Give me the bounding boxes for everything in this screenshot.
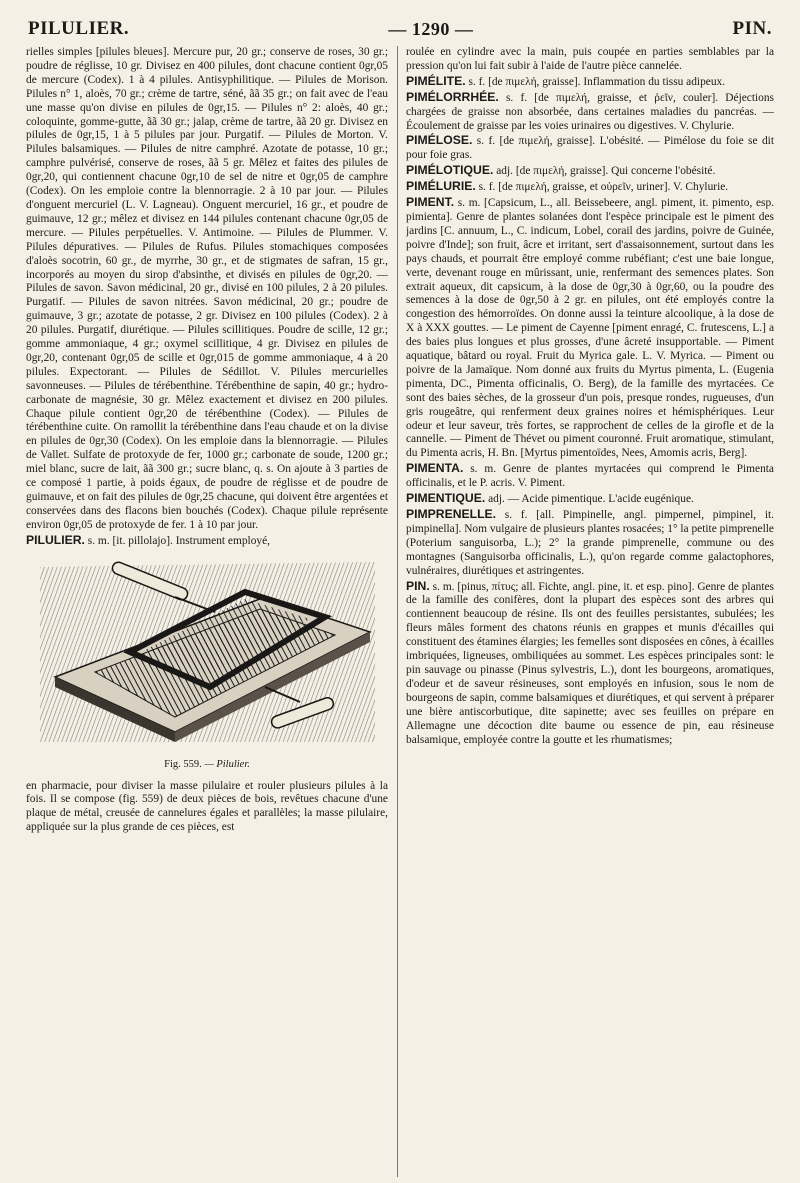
figure-number: Fig. 559. [164,758,202,770]
right-column [406,46,774,1177]
entry-pimelose [406,134,774,163]
entry-text: s. f. [de πιμελή, graisse]. Inflammation du tissu adipeux. [468,75,726,88]
headword: PIMÉLURIE. [406,179,476,194]
pilulier-engraving [35,557,380,747]
page-header [28,14,772,44]
entry-text: s. f. [de πιμελή, graisse]. L'obésité. — Pimélose du foie se dit pour foie gras. [406,135,774,162]
headword: PIMÉLITE. [406,73,466,88]
headword: PIMENTA. [406,461,464,476]
headword: PILULIER. [26,532,85,547]
pilulier-continued-text: roulée en cylindre avec la main, puis coupée en parties semblables par la pression qu'on lui fait subir à l'aide de l'autre pièce cannelée. [406,46,774,72]
figure-title: — Pilulier. [204,758,250,770]
entry-text: s. m. Genre de plantes myrtacées qui comprend le Pimenta officinalis, et le P. acris. V. Piment. [406,463,774,490]
entry-pimelorrhee [406,91,774,134]
entry-pin [406,580,774,748]
entry-text: s. m. [pinus, πίτυς; all. Fichte, angl. pine, it. et esp. pino]. Genre de plantes de la famille des conifères, dont la plupart des espèces sont des arbres qui contiennent beaucoup de résine. Ils ont des feuilles persistantes, subulées; les fleurs mâles forment des chatons réunis en grappes et munis d'écailles qui constituent des étamines élargies; les femelles sont disposées en cônes, à écailles imbriquées, ligneuses, ombiliquées au sommet. Les espèces principales sont: le pin sauvage ou pinasse (Pinus sylvestris, L.), dont les bourgeons, aromatiques, d'odeur et de saveur résineuses, sont employés en infusion, sous le nom de bourgeons de sapin, comme balsamiques et diurétiques, et qui servent à préparer une bière antiscorbutique, dite sapinette; avec ses feuilles on prépare en Allemagne une décoction dite baume ou essence de pin, eau résineuse balsamique, employée contre la goutte et les rhumatismes; [406,580,774,746]
pilulier-illustration [26,557,388,752]
page-number: — 1290 — [388,18,474,39]
entry-text: s. m. [it. pillolajo]. Instrument employé, [87,534,271,547]
pilules-continued-text: rielles simples [pilules bleues]. Mercure pur, 20 gr.; conserve de roses, 30 gr.; poudre de réglisse, 10 gr. Divisez en 400 pilules, dont chacune contient 0gr,05 de mercure (Codex). 1 à 4 pilules. Antisyphilitique. — Pilules de Morison. Pilules n° 1, aloès, 70 gr.; crème de tartre, séné, ãã 35 gr.; on fait avec de l'eau une masse qu'on divise en pilules de 0gr,15. — Pilules n° 2: aloès, 40 gr.; coloquinte, gomme-gutte, ãã 30 gr.; jalap, crème de tartre, ãã 20 gr. Divisez en pilules de 0gr,15, 1 à 5 pilules par jour. Purgatif. — Pilules de Morton. V. Pilules balsamiques. — Pilules de nitre camphré. Azotate de potasse, 10 gr.; camphre pulvérisé, conserve de roses, ãã 5 gr. Mêlez et faites des pilules de 0gr,20, qui contiennent chacune 0gr,10 de sel de nitre et 0gr,05 de camphre (Codex). On les emploie contre la blennorragie. 2 à 10 par jour. — Pilules d'onguent mercuriel (L. V. Lagneau). Onguent mercuriel, 16 gr., et poudre de guimauve, 12 gr.; mêlez et divisez en 144 pilules contenant chacune 0gr,05 de mercure. — Pilules perpétuelles. V. Antimoine. — Pilules de Plummer. V. Pilules dépuratives. — Pilules de Rufus. Pilules stomachiques composées d'aloès socotrin, 60 gr., de myrrhe, 30 gr., et de stigmates de safran, 15 gr., incorporés au moyen du sirop d'absinthe, et divisés en pilules de 0gr,20. — Pilules de savon. Savon médicinal, 20 gr., divisé en 100 pilules, 2 à 20 pilules. Purgatif. — Pilules de savon nitrées. Savon médicinal, 20 gr.; poudre de guimauve, 3 gr.; azotate de potasse, 2 gr. Divisez en 100 pilules (Codex). 2 à 20 pilules. Purgatif, diurétique. — Pilules scillitiques. Poudre de scille, 12 gr.; gomme ammoniaque, 4 gr.; oxymel scillitique, 4 gr. Divisez en pilules de 0gr,20, contenant 0gr,05 de scille et 0gr,015 de gomme ammoniaque, 4 à 20 pilules. Expectorant. — Pilules de Sédillot. V. Pilules mercurielles savonneuses. — Pilules de térébenthine. Térébenthine de sapin, 40 gr.; hydro-carbonate de magnésie, 30 gr. Mêlez exactement et divisez en 200 pilules. Chaque pilule contient 0gr,20 de térébenthine (Codex). — Pilules de térébenthine cuite. On ramollit la térébenthine dans l'eau chaude et on la divise en pilules de 0gr,30 (Codex). On les emploie dans la blennorragie. — Pilules de Vallet. Sulfate de protoxyde de fer, 1000 gr.; carbonate de soude, 1200 gr.; miel blanc, sucre de lait, ãã 300 gr.; sucre blanc, q. s. On ajoute à 3 parties de ce composé 1 partie, à poids égaux, de poudre de réglisse et de poudre de guimauve, et on fait des pilules de 0gr,25 chacune, qui doivent être argentées et conservées dans des flacons bien bouchés (Codex). Chaque pilule représente environ 0gr,05 de protoxyde de fer. 1 à 10 par jour. [26,46,388,531]
entry-text: s. f. [all. Pimpinelle, angl. pimpernel, pimpinel, it. pimpinella]. Nom vulgaire de plusieurs plantes rosacées; 1° la petite pimprenelle (Poterium sanguisorba, L.); 2° la grande pimprenelle, commune ou des montagnes (Sanguisorba officinalis, L.), qu'on regarde comme galactophores, vulnéraires, diurétiques et astringentes. [406,509,774,577]
entry-pimelite [406,75,774,90]
headword: PIMÉLOTIQUE. [406,163,494,178]
entry-piment [406,196,774,461]
entry-pimentique [406,492,774,507]
entry-pimelotique [406,164,774,179]
entry-pimprenelle [406,508,774,579]
left-column [26,46,388,1177]
figure-caption [26,758,388,772]
headword: PIMPRENELLE. [406,507,497,521]
entry-pilulier [26,534,388,549]
entry-text: s. m. [Capsicum, L., all. Beissebeere, angl. piment, it. pimento, esp. pimienta]. Genre de plantes solanées dont l'espèce principale est le piment des jardins [C. annuum, L., C. indicum, Lobel, corail des jardins, poivre de Guinée, poivre d'Inde]; son fruit, âcre et irritant, sert d'assaisonnement, surtout dans les pays chauds, et pourrait être employé comme rubéfiant; c'est une baie longue, verte, devenant rouge en mûrissant, unie, renfermant des semences plates. Son extrait aqueux, dit capsicum, à la dose de 0gr,30 à 0gr,60, ou la poudre des semences à la dose de 0gr,50 à 2 gr. en pilules, ont été employés contre la congestion des hémorroïdes. On donne aussi la teinture alcoolique, à la dose de X à XXX gouttes. — Le piment de Cayenne [piment enragé, C. frutescens, L.] a des baies plus longues et plus grosses, d'une âcreté insupportable. — Piment aquatique, bâtard ou royal. Fruit du Myrica gale. L. V. Myrica. — Piment ou poivre de la Jamaïque. Nom donné aux fruits du Myrtus pimenta, L. (Eugenia pimenta, DC., Pimenta officinalis, O. Berg), de la famille des myrtacées. Ce sont des baies sèches, de la grosseur d'un pois, presque rondes, rugueuses, d'un gris rougeâtre, qui renferment deux graines noires et hémisphériques. Leur odeur et leur saveur, très fortes, se rapprochent de celles de la girofle et de la cannelle. — Piment de Thévet ou piment couronné. Fruit aromatique, stimulant, du Pimenta acris, H. Bn. [Myrtus pimentoïdes, Nees, Amomis acris, Berg]. [406,197,774,460]
headword: PIN. [406,578,430,593]
headword: PIMÉLORRHÉE. [406,89,499,104]
headword: PIMENTIQUE. [406,491,486,506]
entry-pimelurie [406,180,774,195]
running-head-right: PIN. [732,18,772,39]
pilulier-definition-text: en pharmacie, pour diviser la masse pilulaire et rouler plusieurs pilules à la fois. Il se compose (fig. 559) de deux pièces de bois, revêtues chacune d'une plaque de métal, creusée de cannelures égales et parallèles; la masse pilulaire, appliquée sur la plus grande de ces pièces, est [26,779,388,834]
entry-text: adj. — Acide pimentique. L'acide eugénique. [488,493,694,506]
headword: PIMÉLOSE. [406,133,473,148]
entry-pimenta [406,462,774,491]
headword: PIMENT. [406,195,455,210]
entry-text: s. f. [de πιμελή, graisse, et οὐρεῖν, uriner]. V. Chylurie. [478,181,729,194]
entry-text: adj. [de πιμελή, graisse]. Qui concerne l'obésité. [496,165,716,178]
column-divider [397,46,398,1177]
entry-text: s. f. [de πιμελή, graisse, et ῥεῖν, couler]. Déjections chargées de graisse non absorbée, dans certaines maladies du pancréas. — Écoulement de graisse par les voies urinaires ou digestives. V. Chylurie. [406,91,774,132]
running-head-left: PILULIER. [28,18,130,39]
